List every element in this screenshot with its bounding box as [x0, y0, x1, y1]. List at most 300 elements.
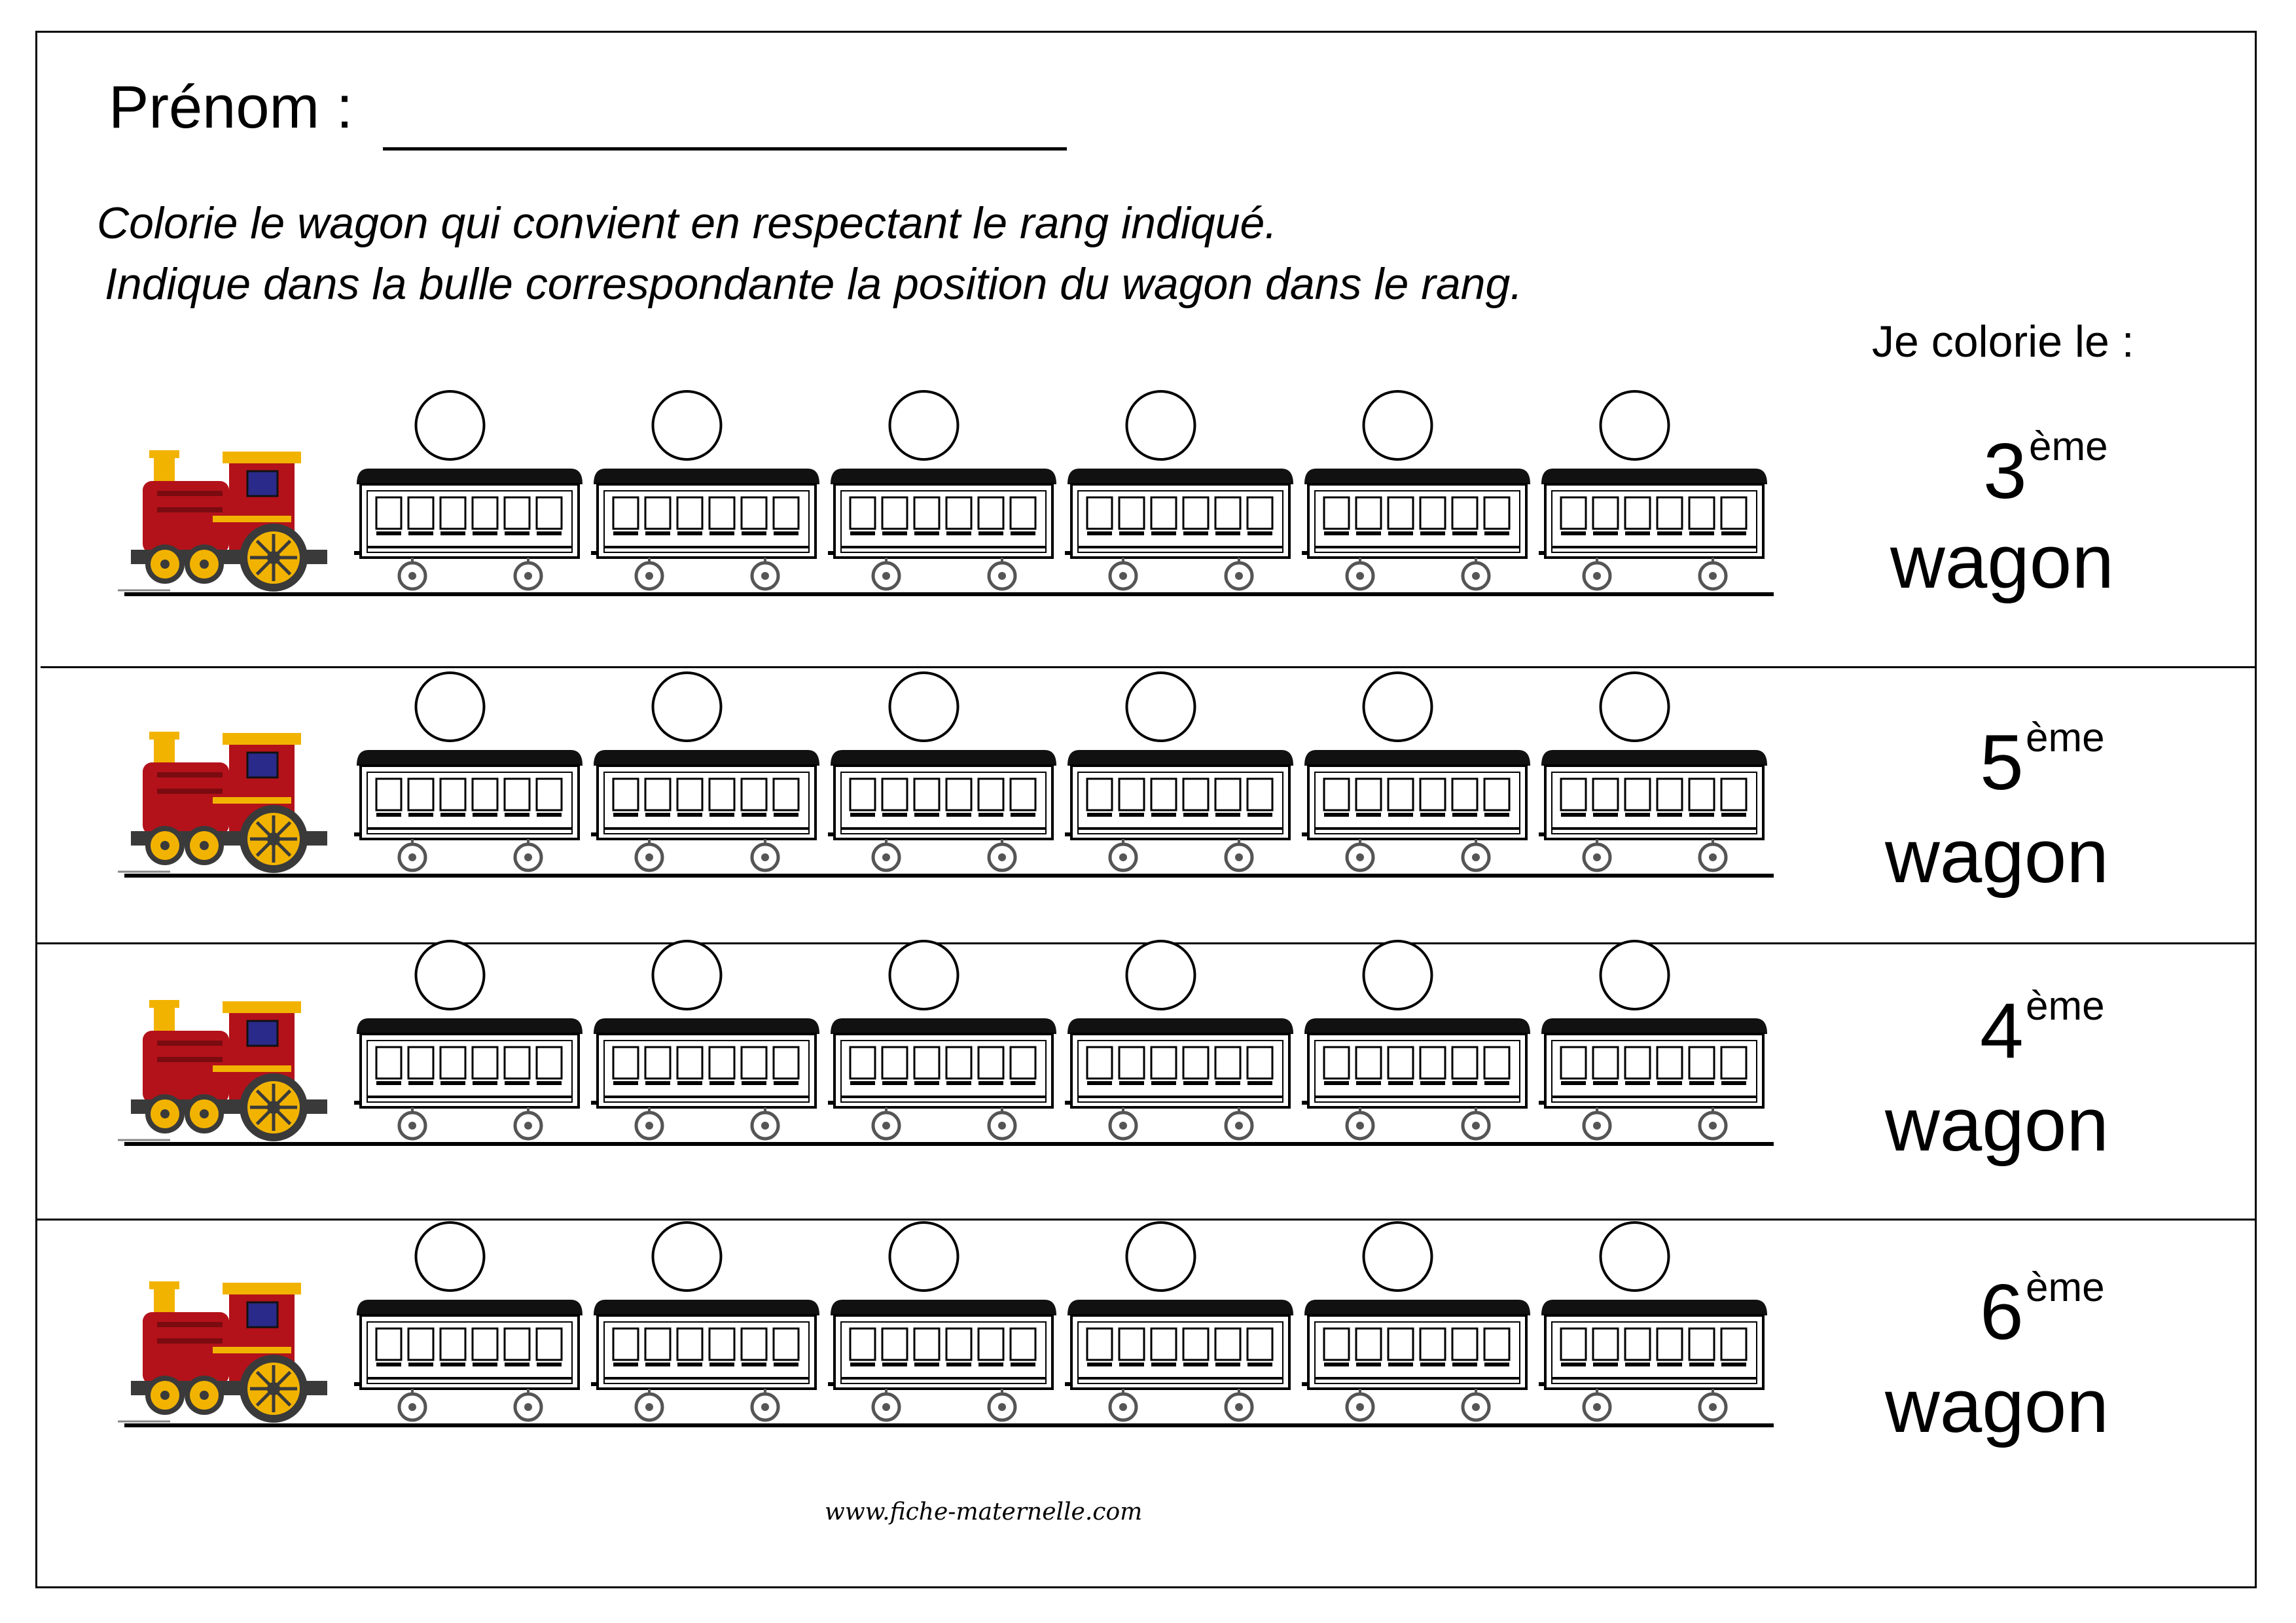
- window-sill: [677, 813, 702, 817]
- wagon-wheel-hub: [998, 1122, 1006, 1130]
- wheel-axle: [200, 560, 209, 569]
- wagon-wheel-hub: [1709, 1122, 1717, 1130]
- window-sill: [1356, 1363, 1381, 1366]
- wagon-wheel-hub: [761, 853, 769, 861]
- wagon-3[interactable]: [828, 391, 1056, 589]
- window-sill: [882, 1363, 907, 1366]
- wagon-5[interactable]: [1302, 941, 1530, 1139]
- coupler: [1539, 832, 1547, 836]
- window-sill: [1119, 813, 1144, 817]
- window-sill: [1388, 531, 1413, 535]
- answer-bubble[interactable]: [1601, 1222, 1669, 1291]
- wagon-wheel-hub: [408, 572, 416, 580]
- wagon-5[interactable]: [1302, 391, 1530, 589]
- wagon-window: [1356, 1329, 1381, 1360]
- window-sill: [1151, 813, 1176, 817]
- window-sill: [537, 531, 562, 535]
- wagon-2[interactable]: [591, 673, 819, 870]
- window-sill: [709, 1081, 734, 1085]
- answer-bubble[interactable]: [653, 673, 721, 741]
- wagon-stripe: [841, 546, 1046, 548]
- wagon-4[interactable]: [1065, 1222, 1293, 1420]
- wagon-window: [613, 779, 638, 810]
- window-sill: [440, 1081, 465, 1085]
- wagon-window: [1183, 1047, 1208, 1079]
- window-sill: [613, 1363, 638, 1366]
- window-sill: [914, 1081, 939, 1085]
- wagon-window: [537, 1047, 562, 1079]
- window-sill: [742, 1363, 766, 1366]
- window-sill: [376, 531, 401, 535]
- wagon-stripe: [1552, 1377, 1757, 1380]
- wagon-window: [1420, 779, 1445, 810]
- window-sill: [537, 1081, 562, 1085]
- window-sill: [1247, 813, 1272, 817]
- cab-window-shape: [247, 1302, 278, 1327]
- answer-bubble[interactable]: [416, 941, 484, 1009]
- window-sill: [1247, 1081, 1272, 1085]
- wagon-wheel-hub: [1356, 572, 1364, 580]
- window-sill: [1324, 531, 1349, 535]
- wagon-window: [774, 1329, 798, 1360]
- coupler: [354, 551, 362, 555]
- window-sill: [914, 813, 939, 817]
- window-sill: [1215, 1363, 1240, 1366]
- answer-bubble[interactable]: [1127, 673, 1195, 741]
- wagon-3[interactable]: [828, 673, 1056, 870]
- window-sill: [1689, 1081, 1714, 1085]
- window-sill: [613, 1081, 638, 1085]
- wheel-axle: [200, 1391, 209, 1400]
- wagon-window: [946, 1329, 971, 1360]
- wagon-wheel-hub: [1709, 1403, 1717, 1411]
- cab-roof-shape: [223, 452, 301, 463]
- window-sill: [946, 1363, 971, 1366]
- wagon-window: [946, 779, 971, 810]
- wagon-window: [1484, 1329, 1509, 1360]
- wheel-axle: [160, 1109, 170, 1118]
- answer-bubble[interactable]: [653, 391, 721, 459]
- wagon-window: [505, 779, 529, 810]
- wagon-window: [1011, 1329, 1035, 1360]
- coupler: [1302, 1382, 1310, 1386]
- wagon-1[interactable]: [354, 941, 583, 1139]
- boiler-stripe: [157, 1322, 223, 1327]
- wagon-window: [1247, 779, 1272, 810]
- window-sill: [473, 1363, 497, 1366]
- ordinal-3: [1980, 984, 2105, 1075]
- wagon-window: [1087, 779, 1112, 810]
- wagon-window: [376, 497, 401, 529]
- train-3: [124, 936, 1787, 1152]
- wagon-wheel-hub: [1235, 1403, 1243, 1411]
- wagon-window: [645, 779, 670, 810]
- wagon-window: [1087, 497, 1112, 529]
- answer-bubble[interactable]: [1601, 673, 1669, 741]
- wagon-6[interactable]: [1539, 1222, 1767, 1420]
- wagon-stripe: [1315, 1096, 1520, 1098]
- wagon-window: [1388, 1047, 1413, 1079]
- window-sill: [1324, 1081, 1349, 1085]
- window-sill: [440, 813, 465, 817]
- coupler: [354, 1101, 362, 1105]
- wagon-6[interactable]: [1539, 941, 1767, 1139]
- trim-stripe: [213, 1065, 291, 1072]
- window-sill: [537, 813, 562, 817]
- wagon-wheel-hub: [1593, 572, 1601, 580]
- answer-bubble[interactable]: [890, 941, 958, 1009]
- answer-bubble[interactable]: [653, 941, 721, 1009]
- wagon-roof: [831, 469, 1056, 484]
- wagon-6[interactable]: [1539, 391, 1767, 589]
- window-sill: [1625, 1363, 1650, 1366]
- window-sill: [1625, 531, 1650, 535]
- window-sill: [1388, 1081, 1413, 1085]
- colorie-label: Je colorie le :: [1872, 317, 2134, 366]
- wagon-window: [914, 779, 939, 810]
- window-sill: [677, 1081, 702, 1085]
- window-sill: [774, 813, 798, 817]
- wagon-window: [1151, 1047, 1176, 1079]
- coupler: [591, 1382, 599, 1386]
- window-sill: [1119, 531, 1144, 535]
- wagon-4[interactable]: [1065, 391, 1293, 589]
- window-sill: [1183, 813, 1208, 817]
- ordinal-suffix: ème: [2026, 984, 2105, 1029]
- wagon-stripe: [367, 827, 572, 830]
- locomotive-icon: [131, 1000, 327, 1141]
- wagon-roof: [357, 1300, 583, 1315]
- wagon-stripe: [367, 1096, 572, 1098]
- wagon-window: [709, 497, 734, 529]
- wagon-wheel-hub: [645, 853, 653, 861]
- locomotive-icon: [131, 732, 327, 873]
- chimney-shape: [154, 1005, 175, 1032]
- cab-window-shape: [247, 471, 278, 496]
- chimney-cap-shape: [149, 450, 179, 458]
- window-sill: [537, 1363, 562, 1366]
- trim-stripe: [213, 1347, 291, 1353]
- wagon-6[interactable]: [1539, 673, 1767, 870]
- wagon-window: [440, 1329, 465, 1360]
- window-sill: [376, 1363, 401, 1366]
- wagon-window: [1420, 1047, 1445, 1079]
- answer-bubble[interactable]: [1127, 941, 1195, 1009]
- answer-bubble[interactable]: [1364, 1222, 1432, 1291]
- locomotive-icon: [131, 1281, 327, 1423]
- coupler: [1065, 832, 1073, 836]
- wagon-wheel-hub: [1472, 1122, 1480, 1130]
- wagon-window: [473, 1047, 497, 1079]
- wagon-roof: [1304, 750, 1530, 766]
- wagon-window: [1011, 497, 1035, 529]
- wagon-window: [1087, 1329, 1112, 1360]
- window-sill: [1151, 531, 1176, 535]
- ordinal-number: 5: [1980, 719, 2024, 806]
- answer-bubble[interactable]: [1127, 391, 1195, 459]
- instruction-line-1: Colorie le wagon qui convient en respectant le rang indiqué.: [97, 198, 1278, 248]
- wagon-window: [1324, 497, 1349, 529]
- wagon-window: [1356, 779, 1381, 810]
- wagon-wheel-hub: [1593, 1122, 1601, 1130]
- wagon-window: [376, 1047, 401, 1079]
- wagon-window: [946, 1047, 971, 1079]
- ordinal-word: wagon: [1885, 1363, 2109, 1448]
- answer-bubble[interactable]: [890, 1222, 958, 1291]
- wagon-window: [1215, 1329, 1240, 1360]
- wagon-window: [914, 497, 939, 529]
- wagon-window: [742, 1047, 766, 1079]
- wagon-window: [709, 779, 734, 810]
- name-label: Prénom :: [109, 74, 353, 141]
- wagon-roof: [594, 1300, 819, 1315]
- wagon-window: [978, 1047, 1003, 1079]
- window-sill: [1247, 1363, 1272, 1366]
- chimney-shape: [154, 455, 175, 482]
- wagon-window: [1183, 779, 1208, 810]
- wagon-roof: [357, 469, 583, 484]
- window-sill: [613, 813, 638, 817]
- window-sill: [1215, 1081, 1240, 1085]
- window-sill: [1420, 1081, 1445, 1085]
- boiler-stripe: [157, 1057, 223, 1062]
- boiler-stripe: [157, 1338, 223, 1344]
- wagon-window: [1324, 779, 1349, 810]
- wagon-roof: [1304, 1300, 1530, 1315]
- window-sill: [946, 1081, 971, 1085]
- cab-roof-shape: [223, 733, 301, 745]
- wagon-wheel-hub: [524, 572, 532, 580]
- window-sill: [1561, 813, 1586, 817]
- wagon-window: [1657, 779, 1682, 810]
- wagon-window: [505, 1329, 529, 1360]
- wagon-wheel-hub: [882, 572, 890, 580]
- window-sill: [1625, 813, 1650, 817]
- boiler-stripe: [157, 491, 223, 496]
- wagon-stripe: [1078, 1096, 1283, 1098]
- wagon-window: [914, 1329, 939, 1360]
- wagon-1[interactable]: [354, 1222, 583, 1420]
- wagon-4[interactable]: [1065, 673, 1293, 870]
- chimney-cap-shape: [149, 732, 179, 740]
- wagon-window: [882, 779, 907, 810]
- wagon-window: [742, 1329, 766, 1360]
- wagon-window: [1484, 497, 1509, 529]
- wagon-1[interactable]: [354, 391, 583, 589]
- wagon-window: [1721, 1047, 1746, 1079]
- answer-bubble[interactable]: [890, 673, 958, 741]
- window-sill: [1452, 1081, 1477, 1085]
- answer-bubble[interactable]: [416, 673, 484, 741]
- wagon-window: [1484, 779, 1509, 810]
- boiler-stripe: [157, 1041, 223, 1046]
- wagon-window: [850, 497, 875, 529]
- window-sill: [1087, 531, 1112, 535]
- wagon-window: [1011, 1047, 1035, 1079]
- wagon-wheel-hub: [1235, 572, 1243, 580]
- wagon-roof: [357, 750, 583, 766]
- wagon-wheel-hub: [761, 1403, 769, 1411]
- ordinal-number: 6: [1980, 1268, 2024, 1356]
- ordinal-suffix: ème: [2029, 424, 2108, 469]
- wagon-window: [1689, 779, 1714, 810]
- wagon-window: [709, 1047, 734, 1079]
- answer-bubble[interactable]: [416, 1222, 484, 1291]
- wagon-window: [914, 1047, 939, 1079]
- wagon-window: [742, 497, 766, 529]
- wagon-4[interactable]: [1065, 941, 1293, 1139]
- window-sill: [1011, 813, 1035, 817]
- wagon-stripe: [1315, 1377, 1520, 1380]
- wagon-window: [408, 497, 433, 529]
- window-sill: [1215, 813, 1240, 817]
- train-row-4: [0, 1217, 2296, 1448]
- wagon-stripe: [1078, 1377, 1283, 1380]
- answer-bubble[interactable]: [653, 1222, 721, 1291]
- trim-stripe: [213, 797, 291, 804]
- train-row-2: [0, 668, 2296, 899]
- wagon-window: [1689, 1329, 1714, 1360]
- window-sill: [946, 531, 971, 535]
- wagon-wheel-hub: [408, 1122, 416, 1130]
- window-sill: [1119, 1081, 1144, 1085]
- window-sill: [1484, 1363, 1509, 1366]
- wagon-window: [1420, 1329, 1445, 1360]
- wagon-window: [1561, 497, 1586, 529]
- answer-bubble[interactable]: [1364, 673, 1432, 741]
- answer-bubble[interactable]: [1601, 391, 1669, 459]
- coupler: [1539, 551, 1547, 555]
- answer-bubble[interactable]: [1364, 391, 1432, 459]
- answer-bubble[interactable]: [1127, 1222, 1195, 1291]
- wagon-stripe: [1552, 546, 1757, 548]
- wagon-2[interactable]: [591, 1222, 819, 1420]
- wagon-3[interactable]: [828, 941, 1056, 1139]
- window-sill: [645, 1081, 670, 1085]
- answer-bubble[interactable]: [890, 391, 958, 459]
- window-sill: [1625, 1081, 1650, 1085]
- name-blank-line[interactable]: [383, 147, 1067, 151]
- window-sill: [978, 813, 1003, 817]
- wagon-window: [408, 779, 433, 810]
- train-row-1: [0, 386, 2296, 602]
- wagon-wheel-hub: [1472, 853, 1480, 861]
- wagon-wheel-hub: [408, 853, 416, 861]
- wagon-window: [1452, 1047, 1477, 1079]
- coupler: [1302, 551, 1310, 555]
- wagon-stripe: [604, 1096, 809, 1098]
- wagon-2[interactable]: [591, 391, 819, 589]
- wagon-2[interactable]: [591, 941, 819, 1139]
- wagon-window: [1593, 497, 1618, 529]
- wagon-5[interactable]: [1302, 1222, 1530, 1420]
- wagon-window: [946, 497, 971, 529]
- window-sill: [1452, 1363, 1477, 1366]
- wheel-axle: [200, 1109, 209, 1118]
- wagon-window: [1119, 1329, 1144, 1360]
- wagon-window: [1593, 779, 1618, 810]
- train-1: [124, 386, 1787, 602]
- coupler: [591, 832, 599, 836]
- window-sill: [1689, 531, 1714, 535]
- wagon-roof: [831, 1018, 1056, 1034]
- train-row-3: [0, 936, 2296, 1167]
- wagon-stripe: [1315, 546, 1520, 548]
- window-sill: [1388, 1363, 1413, 1366]
- window-sill: [709, 531, 734, 535]
- wagon-window: [1593, 1047, 1618, 1079]
- window-sill: [1011, 1081, 1035, 1085]
- wagon-window: [408, 1047, 433, 1079]
- coupler: [1539, 1382, 1547, 1386]
- wagon-wheel-hub: [1235, 853, 1243, 861]
- wagon-1[interactable]: [354, 673, 583, 870]
- answer-bubble[interactable]: [1601, 941, 1669, 1009]
- window-sill: [1452, 813, 1477, 817]
- wagon-window: [440, 1047, 465, 1079]
- window-sill: [1151, 1363, 1176, 1366]
- wagon-window: [505, 497, 529, 529]
- wagon-wheel-hub: [1119, 1122, 1127, 1130]
- ordinal-word: wagon: [1885, 1082, 2109, 1167]
- answer-bubble[interactable]: [416, 391, 484, 459]
- wagon-window: [1561, 1329, 1586, 1360]
- wagon-roof: [1067, 1018, 1293, 1034]
- answer-bubble[interactable]: [1364, 941, 1432, 1009]
- chimney-cap-shape: [149, 1000, 179, 1008]
- wagon-window: [1625, 1047, 1650, 1079]
- wagon-3[interactable]: [828, 1222, 1056, 1420]
- wagon-window: [882, 1047, 907, 1079]
- wagon-5[interactable]: [1302, 673, 1530, 870]
- cab-window-shape: [247, 1021, 278, 1046]
- coupler: [828, 1101, 836, 1105]
- wagon-window: [376, 779, 401, 810]
- wagon-wheel-hub: [1709, 853, 1717, 861]
- wagon-wheel-hub: [1356, 1122, 1364, 1130]
- wagon-roof: [1067, 750, 1293, 766]
- window-sill: [1087, 1081, 1112, 1085]
- wagon-window: [473, 779, 497, 810]
- window-sill: [742, 813, 766, 817]
- window-sill: [1183, 1363, 1208, 1366]
- wagon-window: [1388, 497, 1413, 529]
- window-sill: [1388, 813, 1413, 817]
- coupler: [1065, 1101, 1073, 1105]
- window-sill: [914, 1363, 939, 1366]
- wagon-window: [1215, 779, 1240, 810]
- wagon-wheel-hub: [1472, 1403, 1480, 1411]
- wagon-window: [1247, 1329, 1272, 1360]
- footer-website: www.fiche-maternelle.com: [825, 1499, 1143, 1525]
- window-sill: [408, 531, 433, 535]
- wagon-window: [440, 497, 465, 529]
- wagon-stripe: [841, 827, 1046, 830]
- window-sill: [978, 531, 1003, 535]
- window-sill: [1183, 531, 1208, 535]
- wagon-window: [850, 1329, 875, 1360]
- wagon-stripe: [367, 546, 572, 548]
- wagon-roof: [1304, 469, 1530, 484]
- wagon-window: [376, 1329, 401, 1360]
- wagon-wheel-hub: [998, 1403, 1006, 1411]
- window-sill: [709, 1363, 734, 1366]
- window-sill: [677, 1363, 702, 1366]
- wagon-roof: [1541, 469, 1767, 484]
- boiler-stripe: [157, 507, 223, 512]
- window-sill: [1721, 531, 1746, 535]
- ordinal-2: [1980, 715, 2105, 806]
